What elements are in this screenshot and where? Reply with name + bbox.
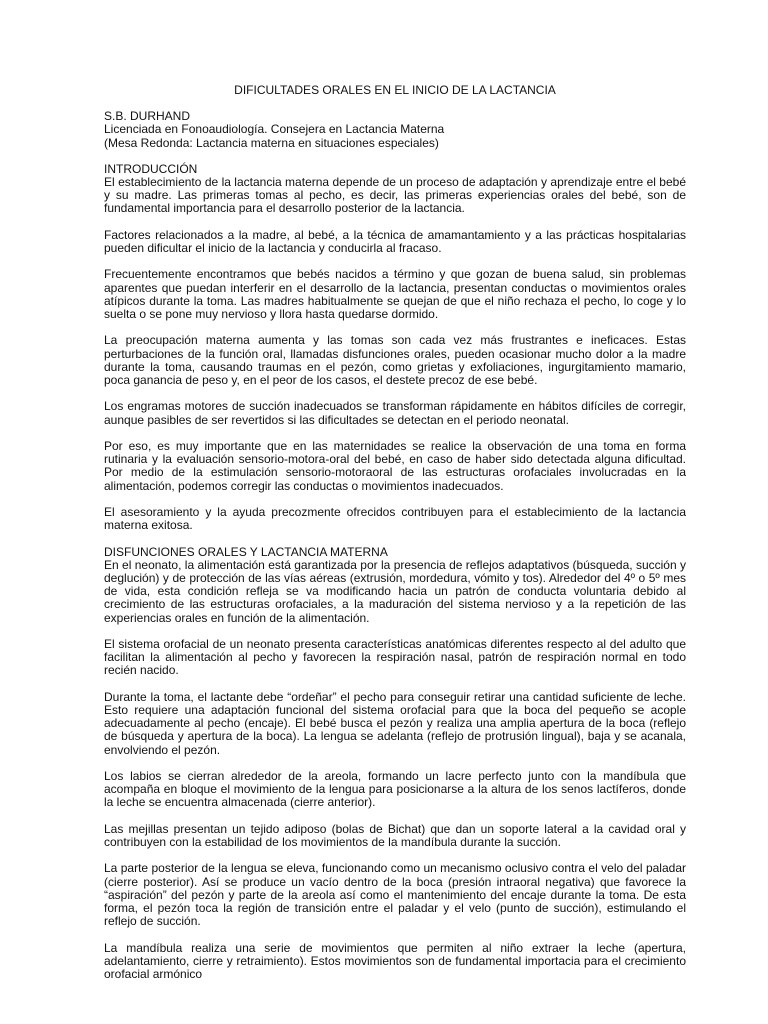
document-title: DIFICULTADES ORALES EN EL INICIO DE LA LACTANCIA [234,83,556,97]
author-name: S.B. DURHAND [104,109,191,124]
paragraph: Durante la toma, el lactante debe “ordeñar” el pecho para conseguir retirar una cantidad suficiente de leche. Esto requiere una adaptación funcional del sistema orofacial para que la boca del pequeño se acople adecuadamente al pecho (encaje). El bebé busca el pezón y realiza una amplia apertura de la boca (reflejo de búsqueda y apertura de la boca). La lengua se adelanta (reflejo de protrusión lingual), baja y se acanala, envolviendo el pezón. [104,689,686,757]
paragraph: Las mejillas presentan un tejido adiposo (bolas de Bichat) que dan un soporte lateral a la cavidad oral y contribuyen con la estabilidad de los movimientos de la mandíbula durante la succión. [104,821,686,849]
paragraph: La preocupación materna aumenta y las tomas son cada vez más frustrantes e ineficaces. Estas perturbaciones de la función oral, llamadas disfunciones orales, pueden ocasionar mucho dolor a la madre durante la toma, causando traumas en el pezón, como grietas y exfoliaciones, ingurgitamiento mamario, poca ganancia de peso y, en el peor de los casos, el destete precoz de ese bebé. [104,333,686,388]
section-introduccion [104,163,686,533]
paragraph: La mandíbula realiza una serie de movimientos que permiten al niño extraer la leche (apertura, adelantamiento, cierre y retraimiento). Estos movimientos son de fundamental importacia para el crecimiento orofacial armónico [104,940,686,981]
paragraph: Los labios se cierran alrededor de la areola, formando un lacre perfecto junto con la mandíbula que acompaña en bloque el movimiento de la lengua para posicionarse a la altura de los senos lactíferos, donde la leche se encuentra almacenada (cierre anterior). [104,769,686,810]
section-heading: DISFUNCIONES ORALES Y LACTANCIA MATERNA [104,544,388,559]
paragraph: Factores relacionados a la madre, al bebé, a la técnica de amamantamiento y a las prácticas hospitalarias pueden dificultar el inicio de la lactancia y conducirla al fracaso. [104,227,686,256]
paragraph: Por eso, es muy importante que en las maternidades se realice la observación de una toma en forma rutinaria y la evaluación sensorio-motora-oral del bebé, en caso de haber sido detectada alguna dificultad. Por medio de la estimulación sensorio-motoraoral de las estructuras orofaciales involucradas en la alimentación, podemos corregir las conductas o movimientos inadecuados. [104,439,686,493]
section-disfunciones-orales [104,546,686,982]
paragraph: El asesoramiento y la ayuda precozmente ofrecidos contribuyen para el establecimiento de la lactancia materna exitosa. [104,505,686,533]
paragraph: La parte posterior de la lengua se eleva, funcionando como un mecanismo oclusivo contra el velo del paladar (cierre posterior). Así se produce un vacío dentro de la boca (presión intraoral negativa) que favorece la “aspiración” del pezón y parte de la areola así como el mantenimiento del encaje durante la toma. De esta forma, el pezón toca la región de transición entre el paladar y el velo (punto de succión), estimulando el reflejo de succión. [104,861,686,929]
section-heading: INTRODUCCIÓN [104,161,198,176]
author-event: (Mesa Redonda: Lactancia materna en situaciones especiales) [104,135,439,150]
paragraph: Frecuentemente encontramos que bebés nacidos a término y que gozan de buena salud, sin problemas aparentes que puedan interferir en el desarrollo de la lactancia, presentan conductas o movimientos orales atípicos durante la toma. Las madres habitualmente se quejan de que el niño rechaza el pecho, lo coge y lo suelta o se pone muy nervioso y llora hasta quedarse dormido. [104,267,686,322]
paragraph: Los engramas motores de succión inadecuados se transforman rápidamente en hábitos difíciles de corregir, aunque pasibles de ser revertidos si las dificultades se detectan en el periodo neonatal. [104,399,686,427]
document-page [104,84,686,994]
paragraph: En el neonato, la alimentación está garantizada por la presencia de reflejos adaptativos (búsqueda, succión y deglución) y de protección de las vías aéreas (extrusión, mordedura, vómito y tos). Alrededor del 4º o 5º mes de vida, esta condición refleja se va modificando hacia un patrón de conducta voluntaria debido al crecimiento de las estructuras orofaciales, a la maduración del sistema nervioso y a la repetición de las experiencias orales en función de la alimentación. [104,557,686,625]
author-affiliation: Licenciada en Fonoaudiología. Consejera en Lactancia Materna [104,122,445,137]
paragraph: El sistema orofacial de un neonato presenta características anatómicas diferentes respecto al del adulto que facilitan la alimentación al pecho y favorecen la respiración nasal, patrón de respiración normal en todo recién nacido. [104,637,686,678]
paragraph: El establecimiento de la lactancia materna depende de un proceso de adaptación y aprendizaje entre el bebé y su madre. Las primeras tomas al pecho, es decir, las primeras experiencias orales del bebé, son de fundamental importancia para el desarrollo posterior de la lactancia. [104,175,686,216]
author-block [104,110,686,150]
